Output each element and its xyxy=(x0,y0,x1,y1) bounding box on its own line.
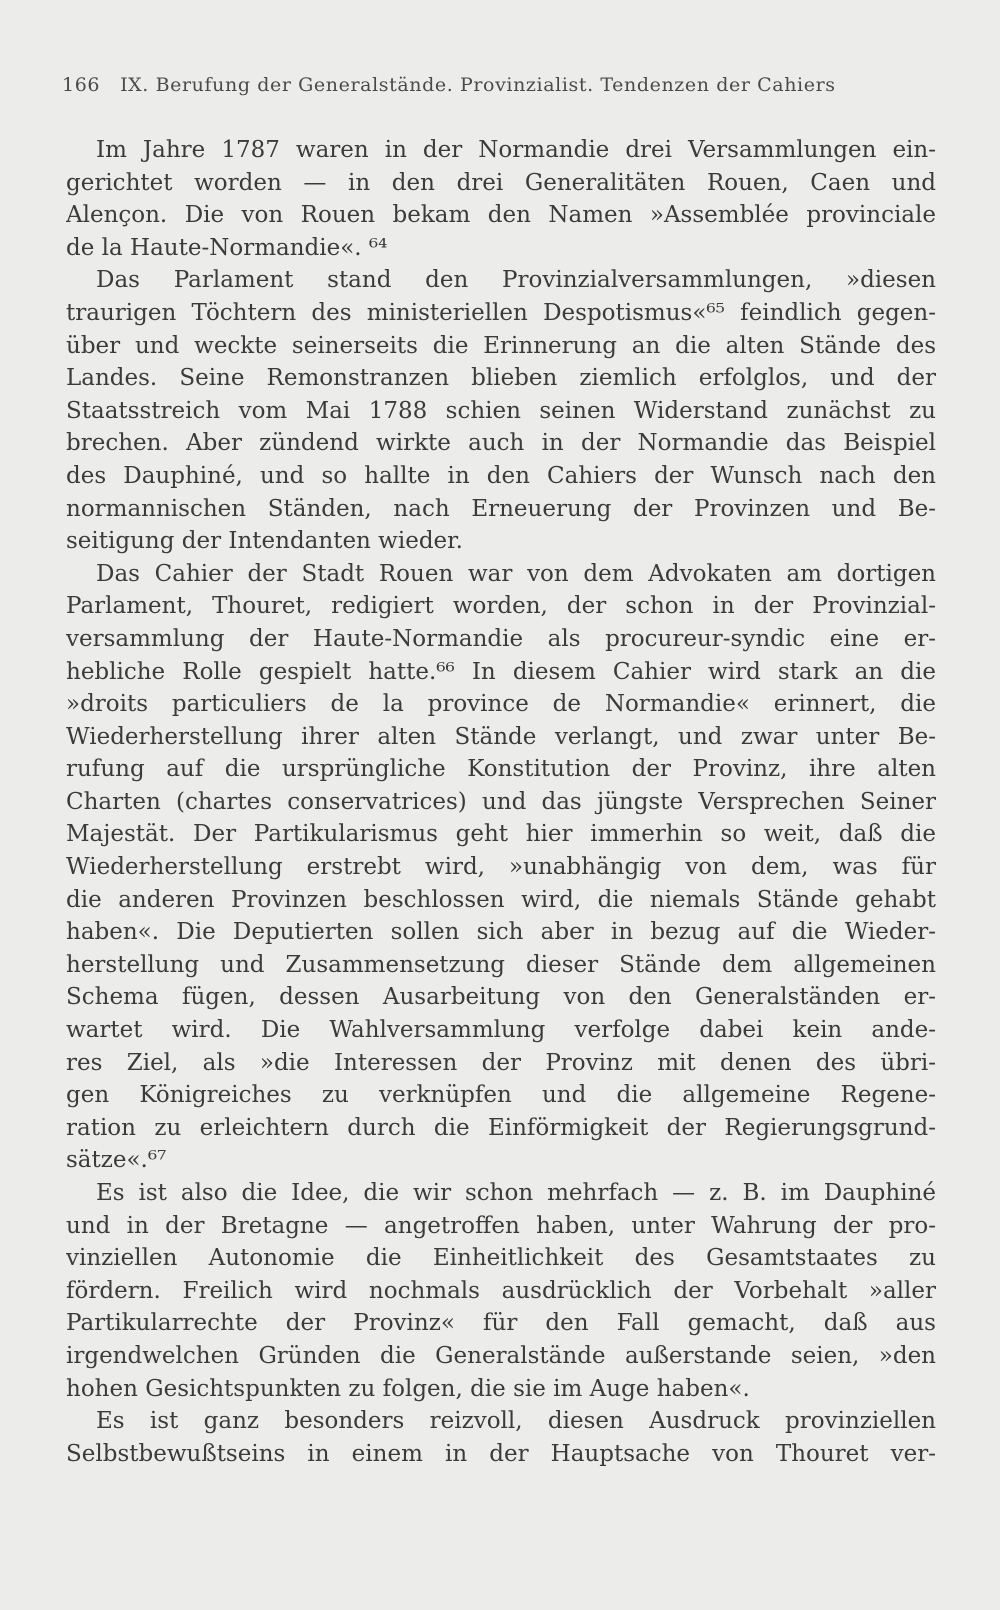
text-line: Alençon. Die von Rouen bekam den Namen »Assemblée provinciale xyxy=(66,202,936,229)
text-line: Parlament, Thouret, redigiert worden, der schon in der Provinzial- xyxy=(66,593,936,620)
text-line: Charten (chartes conservatrices) und das jüngste Versprechen Seiner xyxy=(66,788,936,815)
text-line: gen Königreiches zu verknüpfen und die allgemeine Regene- xyxy=(66,1082,936,1109)
text-line: rufung auf die ursprüngliche Konstitution der Provinz, ihre alten xyxy=(66,756,936,783)
text-line: Staatsstreich vom Mai 1788 schien seinen Widerstand zunächst zu xyxy=(66,397,936,424)
text-line: Partikularrechte der Provinz« für den Fall gemacht, daß aus xyxy=(66,1310,936,1337)
text-line: res Ziel, als »die Interessen der Provinz mit denen des übri- xyxy=(66,1049,936,1076)
text-line: vinziellen Autonomie die Einheitlichkeit des Gesamtstaates zu xyxy=(66,1245,936,1272)
text-line: die anderen Provinzen beschlossen wird, die niemals Stände gehabt xyxy=(66,886,936,913)
text-line: irgendwelchen Gründen die Generalstände außerstande seien, »den xyxy=(66,1342,936,1369)
text-line: fördern. Freilich wird nochmals ausdrücklich der Vorbehalt »aller xyxy=(66,1277,936,1304)
text-line: Das Cahier der Stadt Rouen war von dem Advokaten am dortigen xyxy=(96,560,936,587)
text-line: sätze«.⁶⁷ xyxy=(66,1147,167,1174)
page-number: 166 xyxy=(62,74,101,96)
text-line: und in der Bretagne — angetroffen haben, unter Wahrung der pro- xyxy=(66,1212,936,1239)
text-line: Es ist ganz besonders reizvoll, diesen Ausdruck provinziellen xyxy=(96,1408,936,1435)
text-line: Im Jahre 1787 waren in der Normandie drei Versammlungen ein- xyxy=(96,137,936,163)
text-line: Schema fügen, dessen Ausarbeitung von den Generalständen er- xyxy=(66,984,936,1011)
running-title: IX. Berufung der Generalstände. Provinzialist. Tendenzen der Cahiers xyxy=(120,74,836,96)
text-line: über und weckte seinerseits die Erinnerung an die alten Stände des xyxy=(66,332,936,359)
text-line: Wiederherstellung ihrer alten Stände verlangt, und zwar unter Be- xyxy=(66,723,936,750)
text-line: Das Parlament stand den Provinzialversammlungen, »diesen xyxy=(96,267,936,294)
text-line: Selbstbewußtseins in einem in der Hauptsache von Thouret ver- xyxy=(66,1440,936,1467)
text-line: hohen Gesichtspunkten zu folgen, die sie im Auge haben«. xyxy=(66,1375,750,1402)
text-line: gerichtet worden — in den drei Generalitäten Rouen, Caen und xyxy=(66,169,936,196)
text-line: seitigung der Intendanten wieder. xyxy=(66,528,463,555)
text-line: de la Haute-Normandie«. ⁶⁴ xyxy=(66,234,388,261)
text-line: wartet wird. Die Wahlversammlung verfolge dabei kein ande- xyxy=(66,1017,936,1044)
text-line: normannischen Ständen, nach Erneuerung der Provinzen und Be- xyxy=(66,495,936,522)
text-line: hebliche Rolle gespielt hatte.⁶⁶ In diesem Cahier wird stark an die xyxy=(66,658,936,685)
text-line: Wiederherstellung erstrebt wird, »unabhängig von dem, was für xyxy=(66,854,936,881)
text-line: brechen. Aber zündend wirkte auch in der Normandie das Beispiel xyxy=(66,430,936,457)
text-line: herstellung und Zusammensetzung dieser Stände dem allgemeinen xyxy=(66,951,936,978)
text-line: versammlung der Haute-Normandie als procureur-syndic eine er- xyxy=(66,625,936,652)
running-header xyxy=(62,74,942,106)
text-line: Majestät. Der Partikularismus geht hier immerhin so weit, daß die xyxy=(66,821,936,848)
text-line: Es ist also die Idee, die wir schon mehrfach — z. B. im Dauphiné xyxy=(96,1180,936,1206)
text-line: »droits particuliers de la province de Normandie« erinnert, die xyxy=(66,691,936,718)
text-line: traurigen Töchtern des ministeriellen Despotismus«⁶⁵ feindlich gegen- xyxy=(66,299,936,326)
text-line: des Dauphiné, und so hallte in den Cahiers der Wunsch nach den xyxy=(66,462,936,489)
text-line: haben«. Die Deputierten sollen sich aber in bezug auf die Wieder- xyxy=(66,919,936,946)
text-line: Landes. Seine Remonstranzen blieben ziemlich erfolglos, und der xyxy=(66,365,936,392)
body-text xyxy=(66,134,936,1470)
text-line: ration zu erleichtern durch die Einförmigkeit der Regierungsgrund- xyxy=(66,1114,936,1141)
